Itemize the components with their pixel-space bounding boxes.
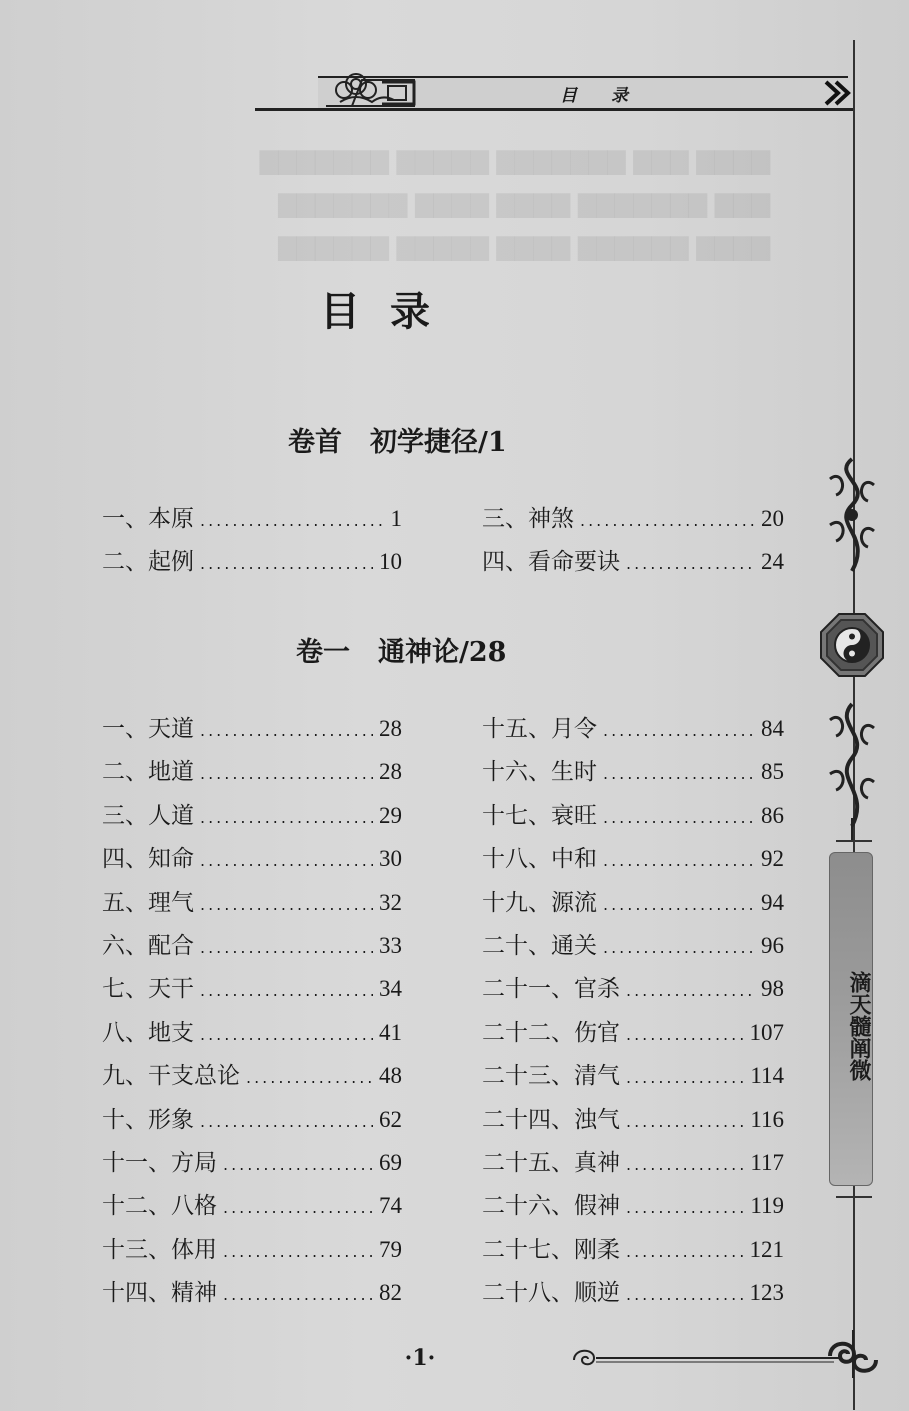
leader-dots	[223, 1198, 373, 1217]
toc-entry[interactable]	[482, 1101, 784, 1144]
toc-entry-title: 二十七、刚柔	[482, 1236, 620, 1263]
page-title: 目录	[320, 288, 460, 335]
volume-heading	[288, 420, 507, 459]
toc-entry-title: 四、看命要诀	[482, 549, 620, 576]
leader-dots	[223, 1285, 373, 1304]
side-tab-title: 滴天髓阐微	[846, 971, 871, 1081]
toc-entry-title: 一、本原	[102, 506, 194, 532]
toc-entry-title: 四、知命	[102, 846, 194, 873]
toc-entry-title: 二十四、浊气	[482, 1106, 620, 1133]
toc-entry[interactable]	[482, 1231, 784, 1274]
toc-entry[interactable]	[482, 1144, 784, 1187]
toc-entry-title: 二十八、顺逆	[482, 1280, 620, 1307]
volume-heading	[296, 630, 506, 669]
toc-entry-page: 79	[379, 1236, 402, 1262]
leader-dots	[200, 938, 373, 957]
toc-entry[interactable]	[102, 1231, 402, 1274]
leader-dots	[200, 895, 373, 914]
leader-dots	[626, 1112, 744, 1131]
toc-entry[interactable]	[102, 543, 402, 586]
toc-entry-title: 十、形象	[102, 1106, 194, 1133]
toc-entry[interactable]	[482, 884, 784, 927]
toc-entry-page: 107	[749, 1019, 784, 1045]
toc-entry-page: 28	[379, 716, 402, 741]
toc-entry[interactable]	[102, 1187, 402, 1230]
toc-entry-title: 二、地道	[102, 759, 194, 786]
leader-dots	[200, 721, 373, 740]
toc-entry-title: 二十五、真神	[482, 1149, 620, 1176]
leader-dots	[200, 511, 385, 530]
toc-entry[interactable]	[482, 543, 784, 586]
toc-entry-title: 十三、体用	[102, 1236, 217, 1263]
toc-entry-title: 二十三、清气	[482, 1063, 620, 1090]
toc-entry-page: 82	[379, 1280, 402, 1306]
leader-dots	[626, 1242, 744, 1261]
leader-dots	[603, 895, 755, 914]
toc-column-left	[102, 710, 402, 1317]
toc-column-right	[482, 500, 784, 587]
toc-entry[interactable]	[102, 710, 402, 753]
show-through-text: ▇▇▇▇ ▇▇▇ ▇▇▇▇▇▇▇ ▇▇▇▇▇ ▇▇▇▇▇▇▇ ▇▇▇ ▇▇▇▇▇▇▇ ▇▇▇▇ ▇▇▇▇ ▇▇▇▇▇▇▇ ▇▇▇▇ ▇▇▇▇▇▇ ▇▇▇▇ ▇▇▇▇▇ ▇▇▇▇▇▇	[259, 147, 770, 261]
toc-entry[interactable]	[482, 1057, 784, 1100]
toc-entry-page: 34	[379, 976, 402, 1002]
toc-entry-page: 48	[379, 1063, 402, 1089]
toc-entry-title: 十九、源流	[482, 889, 597, 916]
toc-entry-page: 116	[750, 1106, 784, 1132]
toc-entry[interactable]	[102, 753, 402, 796]
cloud-wave-ornament-icon	[322, 66, 418, 110]
leader-dots	[580, 511, 755, 530]
toc-entry[interactable]	[102, 927, 402, 970]
toc-entry[interactable]	[482, 927, 784, 970]
leader-dots	[200, 808, 373, 827]
leader-dots	[223, 1155, 373, 1174]
toc-entry-page: 74	[379, 1193, 402, 1219]
toc-entry-page: 1	[390, 506, 402, 531]
leader-dots	[603, 938, 755, 957]
toc-entry-title: 十二、八格	[102, 1193, 217, 1220]
toc-entry[interactable]	[482, 1187, 784, 1230]
toc-entry-page: 86	[761, 802, 784, 828]
volume-subtitle: 通神论/28	[378, 637, 507, 668]
leader-dots	[603, 851, 755, 870]
toc-entry[interactable]	[102, 1144, 402, 1187]
volume-label: 卷首	[288, 427, 342, 458]
tab-tick-top	[836, 840, 872, 842]
toc-entry-title: 三、人道	[102, 802, 194, 829]
toc-entry-title: 十八、中和	[482, 846, 597, 873]
leader-dots	[626, 1285, 744, 1304]
leader-dots	[200, 981, 373, 1000]
leader-dots	[246, 1068, 373, 1087]
leader-dots	[200, 554, 373, 573]
leader-dots	[626, 1068, 744, 1087]
toc-entry[interactable]	[102, 840, 402, 883]
toc-entry[interactable]	[102, 1014, 402, 1057]
toc-entry[interactable]	[482, 1014, 784, 1057]
toc-entry-title: 九、干支总论	[102, 1063, 240, 1090]
toc-entry-page: 62	[379, 1106, 402, 1132]
toc-entry[interactable]	[102, 1274, 402, 1317]
toc-entry[interactable]	[482, 797, 784, 840]
toc-entry-title: 十七、衰旺	[482, 802, 597, 829]
toc-entry-page: 121	[749, 1236, 784, 1262]
arrow-chevron-icon	[824, 78, 854, 108]
toc-entry[interactable]	[482, 500, 784, 543]
toc-entry-page: 98	[761, 976, 784, 1002]
toc-entry-title: 三、神煞	[482, 506, 574, 532]
leader-dots	[223, 1242, 373, 1261]
leader-dots	[200, 1025, 373, 1044]
leader-dots	[626, 1025, 744, 1044]
toc-entry-page: 117	[750, 1149, 784, 1175]
dragon-scroll-ornament-icon	[822, 700, 882, 840]
toc-entry-title: 二十二、伤官	[482, 1019, 620, 1046]
toc-entry-page: 41	[379, 1019, 402, 1045]
toc-entry[interactable]	[102, 1101, 402, 1144]
leader-dots	[626, 1198, 744, 1217]
toc-entry-page: 24	[761, 549, 784, 575]
toc-entry-title: 二十、通关	[482, 932, 597, 959]
toc-entry-title: 十五、月令	[482, 716, 597, 742]
dragon-scroll-ornament-icon	[822, 455, 882, 575]
leader-dots	[603, 721, 755, 740]
leader-dots	[626, 1155, 744, 1174]
leader-dots	[200, 851, 373, 870]
page-number: ·1·	[404, 1345, 436, 1371]
toc-entry-page: 32	[379, 889, 402, 915]
leader-dots	[626, 981, 755, 1000]
toc-entry-page: 29	[379, 802, 402, 828]
toc-entry-page: 123	[749, 1280, 784, 1306]
toc-entry-page: 33	[379, 932, 402, 958]
toc-entry-title: 一、天道	[102, 716, 194, 742]
toc-entry[interactable]	[482, 970, 784, 1013]
leader-dots	[200, 1112, 373, 1131]
toc-entry-title: 八、地支	[102, 1019, 194, 1046]
bagua-yin-yang-icon	[819, 612, 885, 678]
toc-entry[interactable]	[102, 797, 402, 840]
toc-entry-title: 二十六、假神	[482, 1193, 620, 1220]
toc-entry-title: 五、理气	[102, 889, 194, 916]
toc-entry[interactable]	[102, 1057, 402, 1100]
toc-entry-page: 30	[379, 846, 402, 872]
leader-dots	[603, 808, 755, 827]
leader-dots	[603, 764, 755, 783]
toc-entry[interactable]	[102, 500, 402, 543]
toc-entry[interactable]	[102, 970, 402, 1013]
leader-dots	[626, 554, 755, 573]
leader-dots	[200, 764, 373, 783]
toc-entry-title: 十四、精神	[102, 1280, 217, 1307]
toc-entry[interactable]	[482, 753, 784, 796]
toc-entry-title: 十六、生时	[482, 759, 597, 786]
toc-entry[interactable]	[482, 1274, 784, 1317]
toc-entry-page: 114	[750, 1063, 784, 1089]
toc-entry-page: 20	[761, 506, 784, 531]
toc-entry-page: 96	[761, 932, 784, 958]
running-header-title: 目录	[560, 86, 662, 106]
toc-entry-title: 二十一、官杀	[482, 976, 620, 1003]
toc-entry-title: 七、天干	[102, 976, 194, 1003]
volume-label: 卷一	[296, 637, 350, 668]
toc-entry-title: 二、起例	[102, 549, 194, 576]
toc-entry-page: 94	[761, 889, 784, 915]
toc-entry[interactable]	[482, 840, 784, 883]
toc-entry-page: 10	[379, 549, 402, 575]
toc-entry-page: 28	[379, 759, 402, 785]
tab-tick-bottom	[836, 1196, 872, 1198]
toc-entry-title: 六、配合	[102, 932, 194, 959]
toc-entry[interactable]	[102, 884, 402, 927]
toc-column-right	[482, 710, 784, 1317]
toc-entry-title: 十一、方局	[102, 1149, 217, 1176]
toc-column-left	[102, 500, 402, 587]
toc-entry-page: 85	[761, 759, 784, 785]
toc-entry-page: 119	[750, 1193, 784, 1219]
volume-subtitle: 初学捷径/1	[370, 427, 507, 458]
toc-entry-page: 84	[761, 716, 784, 741]
toc-entry-page: 92	[761, 846, 784, 872]
cloud-swirl-ornament-icon	[572, 1346, 848, 1374]
toc-entry[interactable]	[482, 710, 784, 753]
toc-entry-page: 69	[379, 1149, 402, 1175]
